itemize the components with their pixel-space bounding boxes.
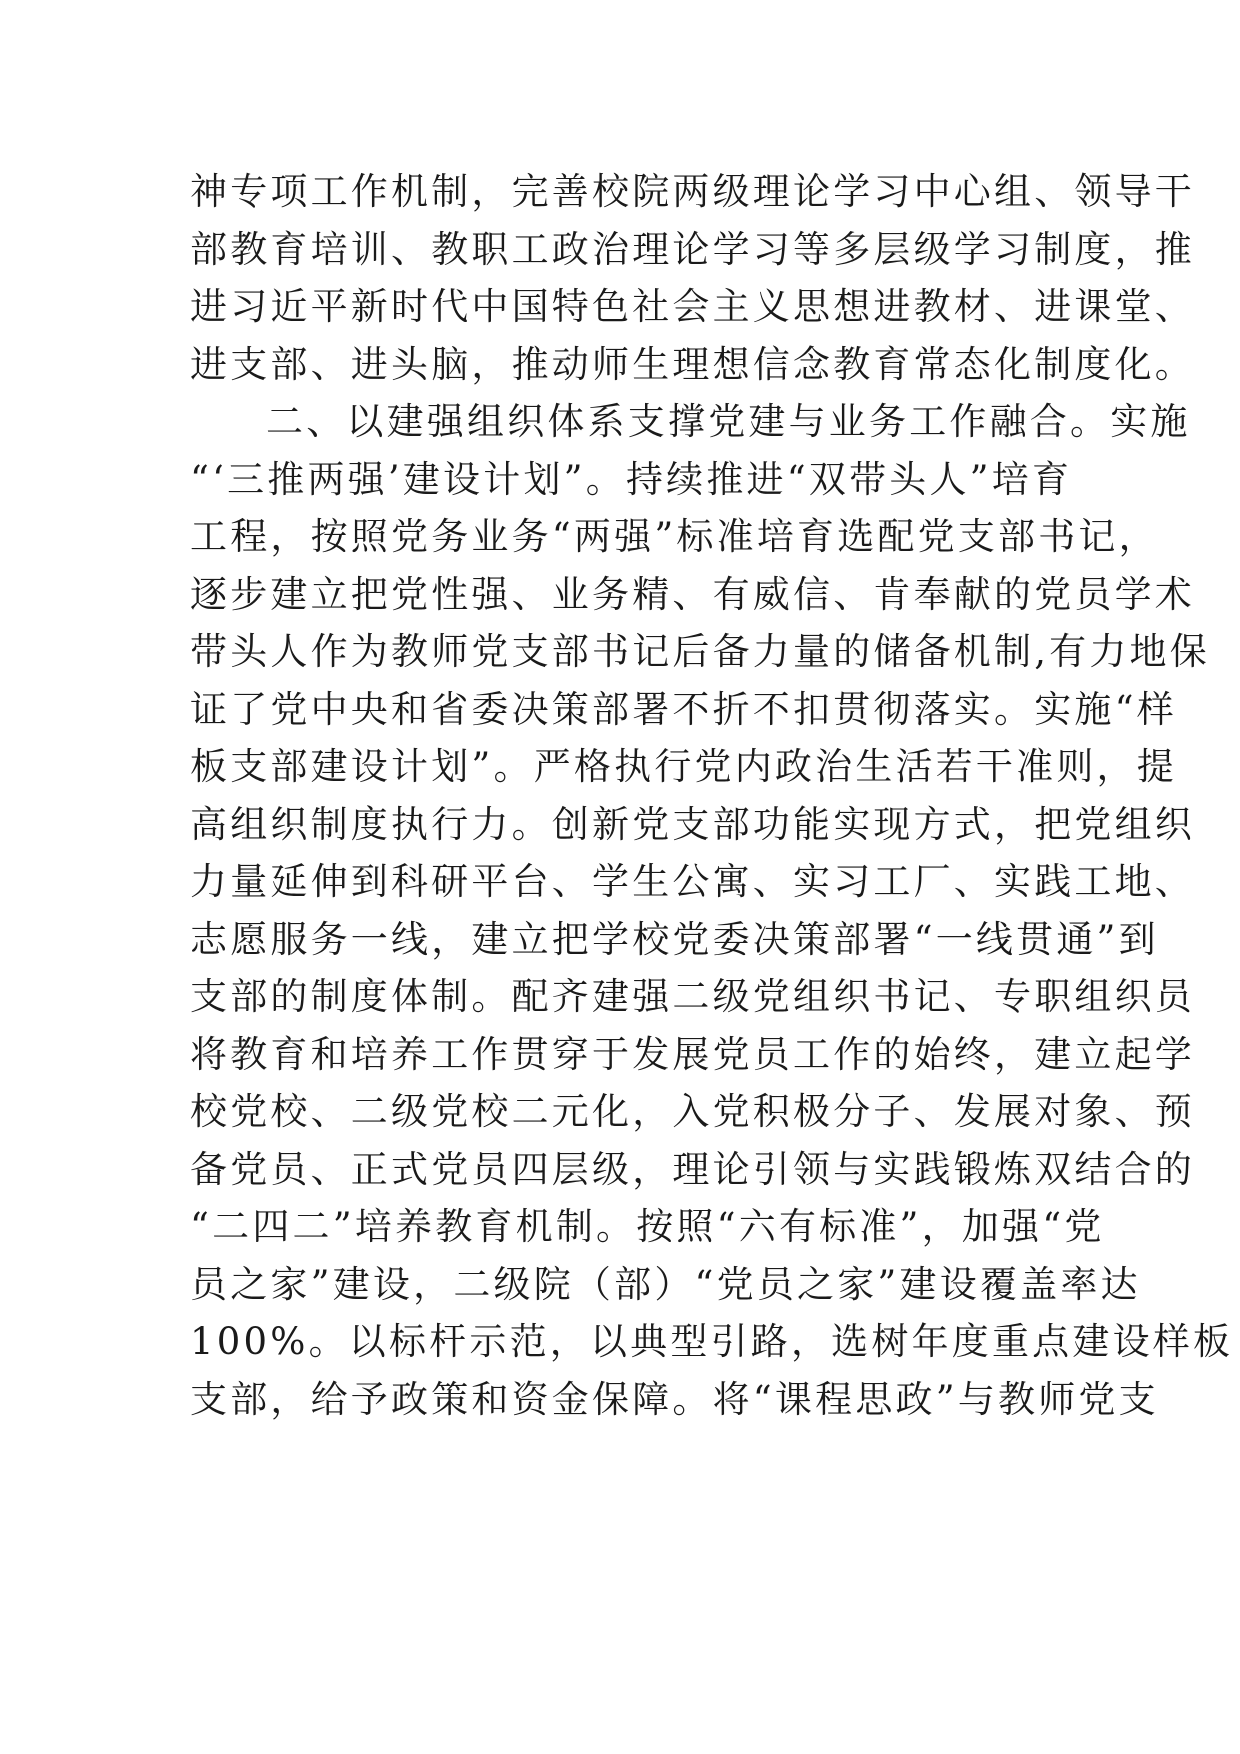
text-line: 进习近平新时代中国特色社会主义思想进教材、进课堂、 (190, 285, 1195, 328)
text-line: 逐步建立把党性强、业务精、有威信、肯奉献的党员学术 (190, 572, 1195, 616)
text-line: 员之家”建设，二级院（部）“党员之家”建设覆盖率达 (190, 1262, 1141, 1306)
text-line: 进支部、进头脑，推动师生理想信念教育常态化制度化。 (190, 342, 1195, 386)
text-line: 板支部建设计划”。严格执行党内政治生活若干准则，提 (190, 745, 1177, 788)
text-line: 证了党中央和省委决策部署不折不扣贯彻落实。实施“样 (190, 687, 1177, 731)
text-line: 志愿服务一线，建立把学校党委决策部署“一线贯通”到 (190, 917, 1159, 961)
text-line: 力量延伸到科研平台、学生公寓、实习工厂、实践工地、 (190, 860, 1195, 903)
text-line: 将教育和培养工作贯穿于发展党员工作的始终，建立起学 (190, 1032, 1195, 1076)
section-heading-line: 二、以建强组织体系支撑党建与业务工作融合。实施 (266, 400, 1191, 443)
text-line: 校党校、二级党校二元化，入党积极分子、发展对象、预 (190, 1090, 1195, 1133)
text-line: 高组织制度执行力。创新党支部功能实现方式，把党组织 (190, 802, 1195, 846)
text-line: 备党员、正式党员四层级，理论引领与实践锻炼双结合的 (190, 1147, 1195, 1191)
text-line: 部教育培训、教职工政治理论学习等多层级学习制度，推 (190, 227, 1195, 271)
text-line: “‘三推两强’建设计划”。持续推进“双带头人”培育 (190, 457, 1073, 501)
text-line: “二四二”培养教育机制。按照“六有标准”，加强“党 (190, 1205, 1105, 1248)
text-line: 支部，给予政策和资金保障。将“课程思政”与教师党支 (190, 1377, 1159, 1421)
text-line: 100%。以标杆示范，以典型引路，选树年度重点建设样板 (190, 1320, 1234, 1363)
text-line: 支部的制度体制。配齐建强二级党组织书记、专职组织员 (190, 975, 1195, 1018)
body-text (190, 163, 1234, 1428)
text-line: 带头人作为教师党支部书记后备力量的储备机制,有力地保 (190, 630, 1210, 673)
text-line: 神专项工作机制，完善校院两级理论学习中心组、领导干 (190, 170, 1195, 213)
text-line: 工程，按照党务业务“两强”标准培育选配党支部书记， (190, 515, 1159, 558)
